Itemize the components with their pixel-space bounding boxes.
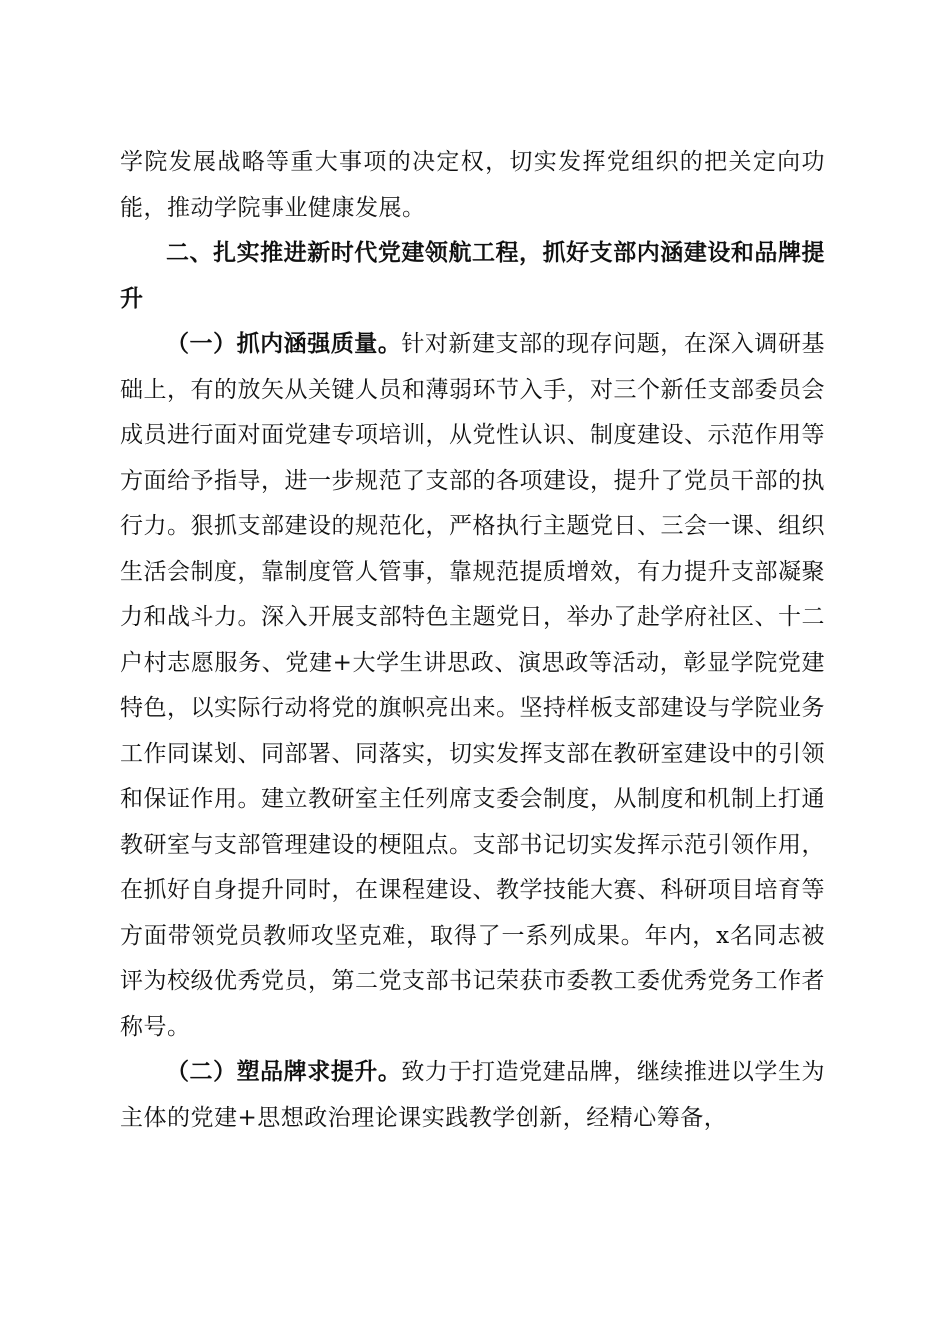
- paragraph-text: 针对新建支部的现存问题，在深入调研基础上，有的放矢从关键人员和薄弱环节入手，对三个新任支部委员会成员进行面对面党建专项培训，从党性认识、制度建设、示范作用等方面给予指导，进一步规范了支部的各项建设，提升了党员干部的执行力。狠抓支部建设的规范化，严格执行主题党日、三会一课、组织生活会制度，靠制度管人管事，靠规范提质增效，有力提升支部凝聚力和战斗力。深入开展支部特色主题党日，举办了赴学府社区、十二户村志愿服务、党建+大学生讲思政、演思政等活动，彰显学院党建特色，以实际行动将党的旗帜亮出来。坚持样板支部建设与学院业务工作同谋划、同部署、同落实，切实发挥支部在教研室建设中的引领和保证作用。建立教研室主任列席支委会制度，从制度和机制上打通教研室与支部管理建设的梗阻点。支部书记切实发挥示范引领作用，在抓好自身提升同时，在课程建设、教学技能大赛、科研项目培育等方面带领党员教师攻坚克难，取得了一系列成果。年内，x名同志被评为校级优秀党员，第二党支部书记荣获市委教工委优秀党务工作者称号。: [120, 331, 826, 1040]
- section-heading: [120, 231, 825, 322]
- paragraph-lead: （二）塑品牌求提升。: [166, 1059, 402, 1085]
- body-paragraph-continuation: [120, 140, 825, 231]
- body-paragraph-1: [120, 322, 825, 1050]
- document-page: [120, 140, 825, 1141]
- paragraph-text: 致力于打造党建品牌，继续推进以学生为主体的党建+思想政治理论课实践教学创新，经精心筹备，: [120, 1059, 826, 1131]
- body-paragraph-2: [120, 1050, 825, 1141]
- heading-text: 二、扎实推进新时代党建领航工程，抓好支部内涵建设和品牌提升: [120, 240, 825, 312]
- paragraph-lead: （一）抓内涵强质量。: [166, 331, 402, 357]
- paragraph-text: 学院发展战略等重大事项的决定权，切实发挥党组织的把关定向功能，推动学院事业健康发展。: [120, 149, 825, 221]
